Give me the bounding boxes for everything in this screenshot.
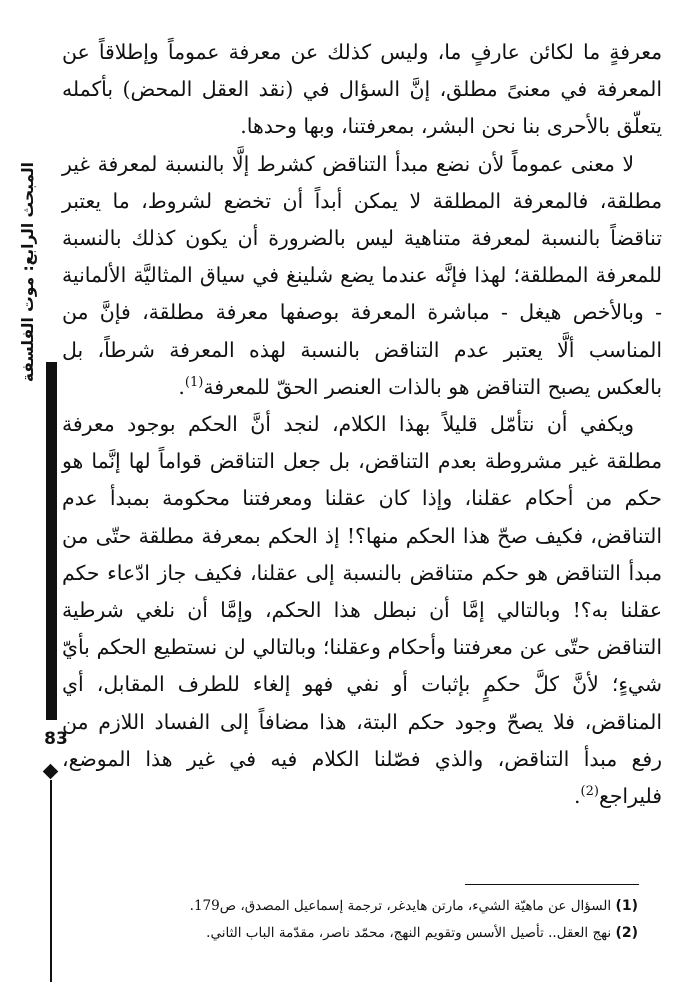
- page-number: 83: [44, 729, 68, 749]
- paragraph-3-end: .: [574, 784, 581, 809]
- footnote-2-number: (2): [615, 925, 638, 941]
- side-black-bar: [46, 362, 57, 720]
- paragraph-3: [62, 406, 662, 815]
- footnote-ref-2: (2): [580, 784, 599, 800]
- footnote-2: [62, 920, 638, 947]
- chapter-side-title: المبحث الرابع: موت الفلسفة: [19, 162, 37, 383]
- paragraph-1: [62, 34, 662, 146]
- paragraph-1-text: معرفةٍ ما لكائن عارفٍ ما، وليس كذلك عن معرفة عموماً وإطلاقاً عن المعرفة في معنىً مطلق، إنَّ السؤال في (نقد العقل المحض) بأكمله يتعلّق بالأحرى بنا نحن البشر، بمعرفتنا، وبها وحدها.: [62, 40, 662, 139]
- footnote-divider: [465, 884, 639, 885]
- paragraph-2-text: لا معنى عموماً لأن نضع مبدأ التناقض كشرط إلَّا بالنسبة لمعرفة غير مطلقة، فالمعرفة المطلقة لا يمكن أبداً أن تخضع لشروط، ما يعتبر تناقضاً بالنسبة لمعرفة متناهية ليس بالضرورة أن يكون كذلك بالنسبة للمعرفة المطلقة؛ لهذا فإنَّه عندما يضع شلينغ في سياق المثاليَّة الألمانية - وبالأخص هيغل - مباشرة المعرفة بوصفها معرفة مطلقة، فإنَّ من المناسب ألَّا يعتبر عدم التناقض بالنسبة لهذه المعرفة شرطاً، بل بالعكس يصبح التناقض هو بالذات العنصر الحقّ للمعرفة: [62, 151, 662, 399]
- footnote-1-text: السؤال عن ماهيّة الشيء، مارتن هايدغر، ترجمة إسماعيل المصدق، ص179.: [189, 898, 612, 914]
- footnote-1: [62, 893, 638, 920]
- footnote-ref-1: (1): [184, 375, 204, 391]
- footnote-2-text: نهج العقل.. تأصيل الأسس وتقويم النهج، محمّد ناصر، مقدّمة الباب الثاني.: [206, 925, 612, 941]
- footnote-1-number: (1): [615, 898, 638, 914]
- footnotes: [62, 893, 638, 947]
- paragraph-2: [62, 146, 662, 406]
- diamond-ornament-icon: [43, 764, 59, 780]
- body-text: [62, 34, 662, 815]
- paragraph-2-end: .: [178, 374, 185, 399]
- paragraph-3-text: ويكفي أن نتأمّل قليلاً بهذا الكلام، لنجد أنَّ الحكم بوجود معرفة مطلقة غير مشروطة بعدم التناقض، بل جعل التناقض قواماً لها إنَّما هو حكم من أحكام عقلنا، وإذا كان عقلنا ومعرفتنا محكومة بمبدأ عدم التناقض، فكيف صحّ هذا الحكم منها؟! إذ الحكم بمعرفة مطلقة حتّى من مبدأ التناقض هو حكم متناقض بالنسبة إلى عقلنا، فكيف جاز ادّعاء حكم عقلنا به؟! وبالتالي إمَّا أن نبطل هذا الحكم، وإمَّا أن نلغي شرطية التناقض حتّى عن معرفتنا وأحكام وعقلنا؛ وبالتالي لن نستطيع الحكم بأيّ شيءٍ؛ لأنَّ كلَّ حكمٍ بإثبات أو نفي فهو إلغاء للطرف المقابل، أي المناقض، فلا يصحّ وجود حكم البتة، هذا مضافاً إلى الفساد اللازم من رفع مبدأ التناقض، والذي فصّلنا الكلام فيه في غير هذا الموضع، فليراجع: [62, 412, 662, 809]
- side-vertical-line: [50, 780, 52, 982]
